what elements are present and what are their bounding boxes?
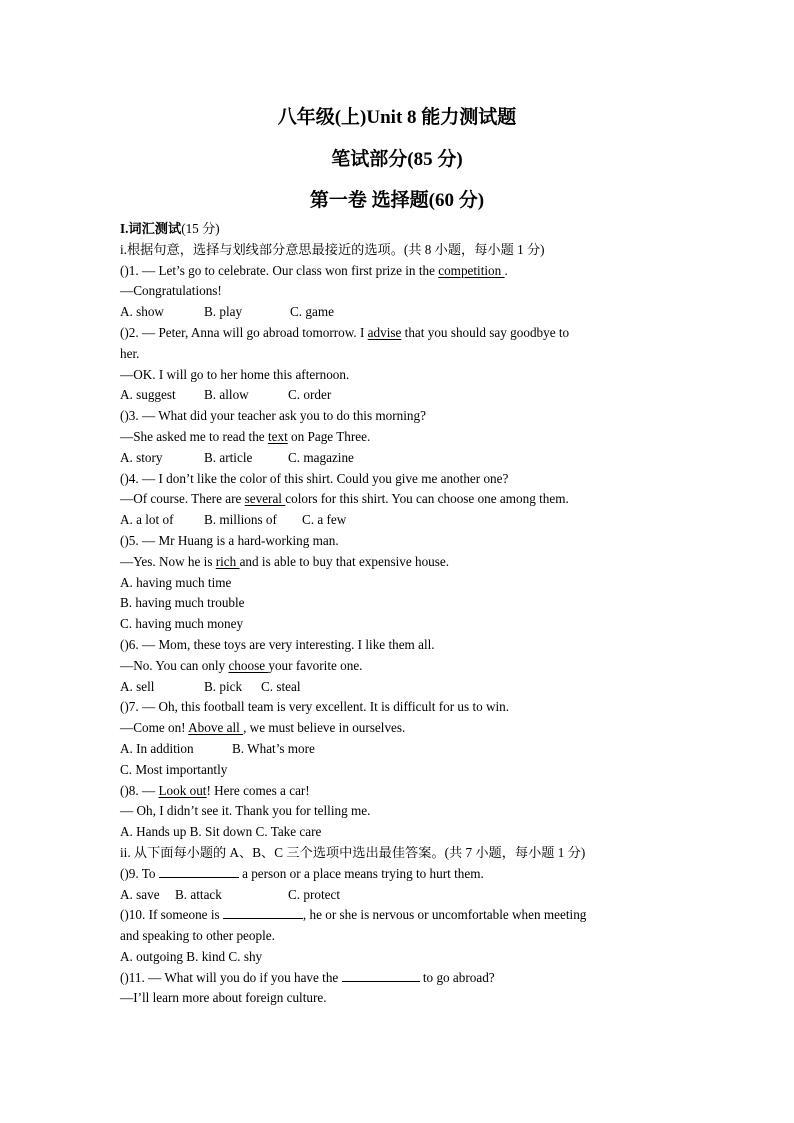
- section-heading: [120, 219, 680, 240]
- option-c: C. steal: [261, 678, 301, 694]
- underlined-word: competition: [438, 262, 505, 278]
- option-b: B. millions of: [204, 512, 277, 528]
- question-1-options: [120, 302, 680, 323]
- option-b: B. attack: [175, 886, 222, 902]
- question-1-reply: —Congratulations!: [120, 283, 222, 299]
- option-a: A. suggest: [120, 387, 176, 403]
- option-a: A. save: [120, 886, 160, 902]
- option-c: C. protect: [288, 886, 341, 902]
- question-2-reply: —OK. I will go to her home this afternoon.: [120, 366, 350, 382]
- question-10-stem-cont: and speaking to other people.: [120, 928, 275, 944]
- question-5-option-c: C. having much money: [120, 616, 244, 632]
- page-title: 八年级(上)Unit 8 能力测试题: [277, 107, 517, 128]
- question-6-stem: ()6. — Mom, these toys are very interesting. I like them all.: [120, 636, 435, 652]
- question-7-stem: ()7. — Oh, this football team is very excellent. It is difficult for us to win.: [120, 699, 510, 715]
- underlined-word: text: [267, 428, 288, 444]
- question-8-options: A. Hands up B. Sit down C. Take care: [120, 824, 322, 840]
- instruction-i: i.根据句意，选择与划线部分意思最接近的选项。(共 8 小题，每小题 1 分): [120, 241, 545, 257]
- option-b: B. article: [204, 449, 253, 465]
- option-c: C. order: [288, 387, 332, 403]
- underlined-word: Look out: [158, 782, 207, 798]
- option-a: A. sell: [120, 678, 155, 694]
- written-part-heading: 笔试部分(85 分): [331, 149, 463, 170]
- question-1-stem: ()1. — Let’s go to celebrate. Our class won first prize in the competition .: [120, 262, 508, 278]
- answer-blank: [159, 864, 239, 878]
- underlined-word: Above all: [188, 720, 244, 736]
- section-score: (15 分): [181, 221, 220, 236]
- question-8-reply: — Oh, I didn’t see it. Thank you for telling me.: [120, 803, 371, 819]
- option-b: B. allow: [204, 387, 249, 403]
- question-6-reply: —No. You can only choose your favorite one.: [120, 657, 363, 673]
- question-5-stem: ()5. — Mr Huang is a hard-working man.: [120, 532, 339, 548]
- question-6-options: [120, 677, 680, 698]
- question-8-stem: ()8. — Look out! Here comes a car!: [120, 782, 310, 798]
- question-5-reply: —Yes. Now he is rich and is able to buy that expensive house.: [120, 553, 450, 569]
- question-10-options: A. outgoing B. kind C. shy: [120, 948, 263, 964]
- option-a: A. show: [120, 304, 164, 320]
- underlined-word: rich: [215, 553, 240, 569]
- question-3-reply: —She asked me to read the text on Page Three.: [120, 428, 371, 444]
- question-2-stem-cont: her.: [120, 345, 140, 361]
- option-b: B. play: [204, 304, 243, 320]
- volume-heading: 第一卷 选择题(60 分): [309, 190, 485, 211]
- option-b: B. What’s more: [232, 740, 315, 756]
- question-11-stem: ()11. — What will you do if you have the to go abroad?: [120, 969, 495, 985]
- option-c: C. game: [290, 304, 334, 320]
- answer-blank: [223, 905, 303, 919]
- question-7-options: [120, 739, 680, 760]
- underlined-word: advise: [367, 324, 402, 340]
- instruction-ii: ii. 从下面每小题的 A、B、C 三个选项中选出最佳答案。(共 7 小题，每小题 1 分): [120, 844, 586, 860]
- option-a: A. In addition: [120, 740, 194, 756]
- question-9-options: [120, 885, 680, 906]
- option-c: C. magazine: [288, 449, 354, 465]
- question-list: [120, 219, 680, 1009]
- question-5-option-a: A. having much time: [120, 574, 232, 590]
- question-2-options: [120, 385, 680, 406]
- underlined-word: choose: [228, 657, 269, 673]
- question-7-option-c: C. Most importantly: [120, 761, 228, 777]
- option-a: A. a lot of: [120, 512, 174, 528]
- question-11-reply: —I’ll learn more about foreign culture.: [120, 990, 327, 1006]
- question-4-reply: —Of course. There are several colors for this shirt. You can choose one among them.: [120, 491, 569, 507]
- question-3-stem: ()3. — What did your teacher ask you to do this morning?: [120, 408, 426, 424]
- underlined-word: several: [244, 491, 286, 507]
- question-7-reply: —Come on! Above all , we must believe in ourselves.: [120, 720, 406, 736]
- question-4-options: [120, 510, 680, 531]
- answer-blank: [342, 968, 420, 982]
- section-title: I.词汇测试: [120, 221, 182, 236]
- option-c: C. a few: [302, 512, 347, 528]
- question-10-stem: ()10. If someone is , he or she is nervous or uncomfortable when meeting: [120, 907, 587, 923]
- option-b: B. pick: [204, 678, 243, 694]
- question-9-stem: ()9. To a person or a place means trying to hurt them.: [120, 865, 484, 881]
- question-4-stem: ()4. — I don’t like the color of this shirt. Could you give me another one?: [120, 470, 509, 486]
- question-3-options: [120, 448, 680, 469]
- question-5-option-b: B. having much trouble: [120, 595, 245, 611]
- option-a: A. story: [120, 449, 163, 465]
- question-2-stem: ()2. — Peter, Anna will go abroad tomorrow. I advise that you should say goodbye to: [120, 324, 570, 340]
